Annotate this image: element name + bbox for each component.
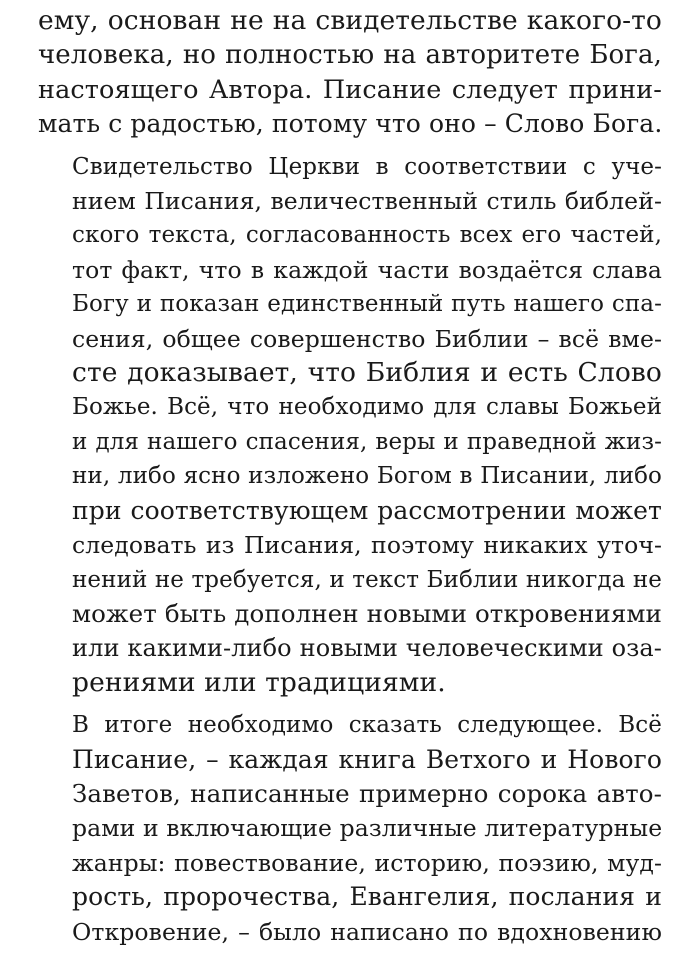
text-line: сте доказывает, что Библия и есть Слово: [72, 357, 662, 389]
text-line: настоящего Автора. Писание следует прини-: [38, 74, 662, 105]
text-line: может быть дополнен новыми откровениями: [72, 598, 662, 628]
text-line: и для нашего спасения, веры и праведной жиз-: [72, 428, 662, 455]
text-line: или какими-либо новыми человеческими оза-: [72, 634, 662, 663]
text-line: тот факт, что в каждой части воздаётся слава: [72, 255, 662, 284]
text-line: сения, общее совершенство Библии – всё вме-: [72, 324, 662, 353]
text-line: человека, но полностью на авторитете Бога,: [38, 40, 662, 71]
text-line: нений не требуется, и текст Библии никогда не: [72, 566, 662, 593]
text-line: рениями или традициями.: [72, 666, 446, 698]
text-line: ему, основан не на свидетельстве какого-то: [38, 5, 662, 36]
text-line: нием Писания, величественный стиль библей-: [72, 187, 662, 216]
paragraph-2: [38, 150, 662, 701]
text-line: Свидетельство Церкви в соответствии с уче-: [72, 153, 662, 180]
text-line: рость, пророчества, Евангелия, послания и: [72, 882, 662, 912]
text-line: ского текста, согласованность всех его частей,: [72, 222, 662, 249]
text-line: рами и включающие различные литературные: [72, 814, 663, 843]
text-line: Писание, – каждая книга Ветхого и Нового: [72, 744, 662, 774]
text-line: жанры: повествование, историю, поэзию, муд-: [72, 848, 662, 877]
text-line: ни, либо ясно изложено Богом в Писании, либо: [72, 463, 662, 490]
text-line: В итоге необходимо сказать следующее. Всё: [72, 712, 662, 739]
text-line: следовать из Писания, поэтому никаких уточ-: [72, 531, 662, 560]
text-line: при соответствующем рассмотрении может: [72, 495, 662, 525]
text-line: мать с радостью, потому что оно – Слово Бога.: [38, 109, 663, 139]
text-line: Заветов, написанные примерно сорока авто-: [72, 778, 662, 808]
text-line: Богу и показан единственный путь нашего спа-: [72, 291, 662, 318]
text-line: Божье. Всё, что необходимо для славы Божьей: [72, 394, 662, 421]
paragraph-1: [38, 4, 662, 142]
text-line: Откровение, – было написано по вдохновению: [72, 917, 662, 946]
paragraph-3: [38, 708, 662, 949]
